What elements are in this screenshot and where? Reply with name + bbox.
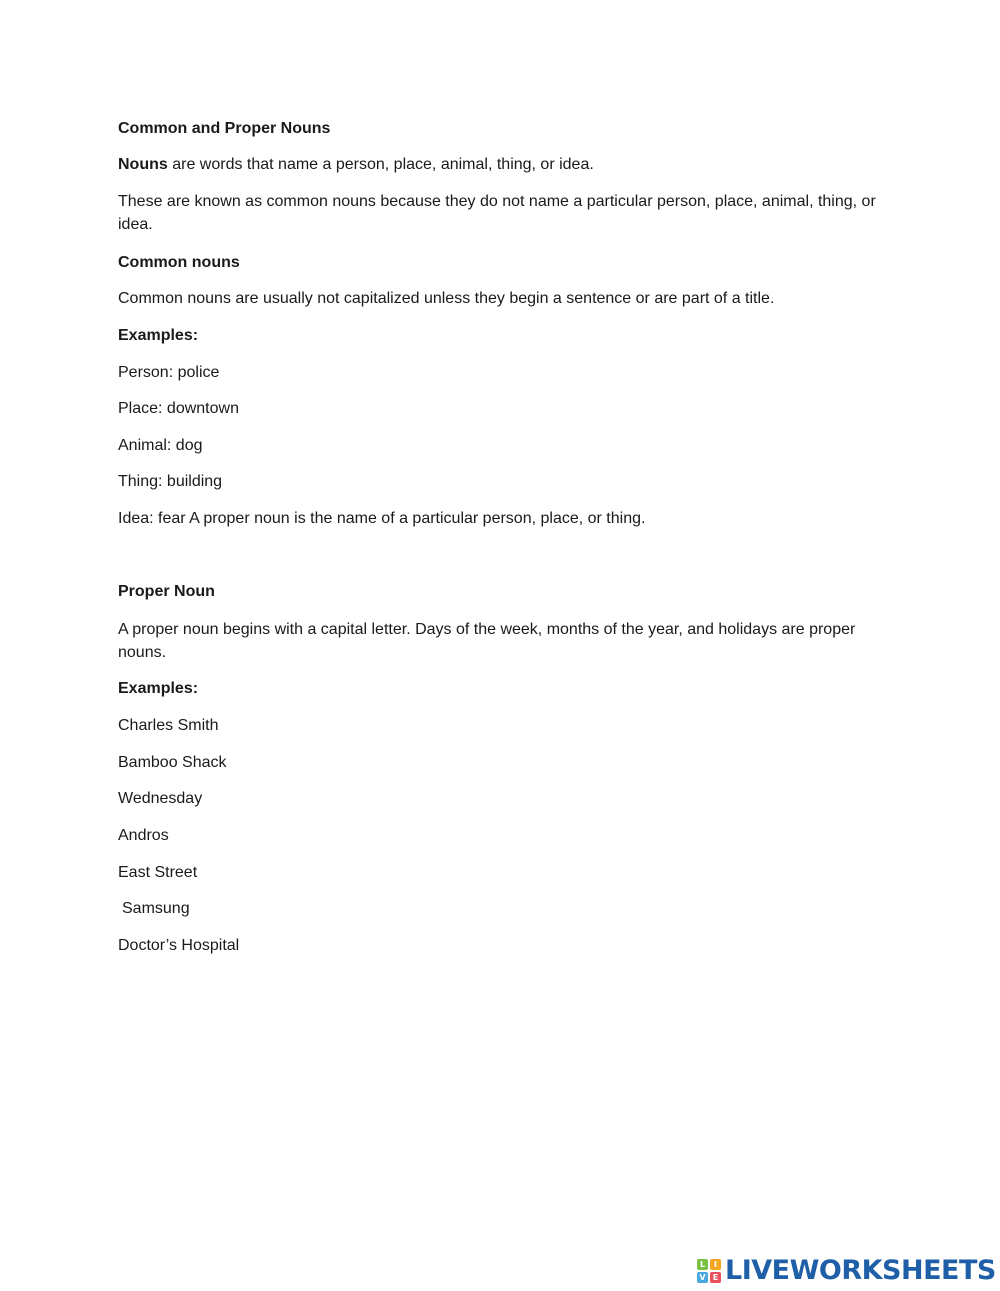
proper-noun-description: A proper noun begins with a capital letter. Days of the week, months of the year, and holidays are proper nouns. xyxy=(118,621,856,661)
proper-example-item: Samsung xyxy=(122,900,190,917)
proper-examples-heading: Examples: xyxy=(118,680,199,697)
logo-block: I xyxy=(710,1259,721,1270)
proper-example-item: Andros xyxy=(118,827,169,844)
proper-example-item: Wednesday xyxy=(118,790,203,807)
logo-block: V xyxy=(697,1272,708,1283)
common-example-item: Place: downtown xyxy=(118,400,239,417)
proper-example-item: Charles Smith xyxy=(118,717,219,734)
common-example-item: Idea: fear A proper noun is the name of a particular person, place, or thing. xyxy=(118,510,646,527)
liveworksheets-logo[interactable] xyxy=(697,1256,996,1286)
common-nouns-description: Common nouns are usually not capitalized unless they begin a sentence or are part of a title. xyxy=(118,290,775,307)
logo-blocks-icon xyxy=(697,1259,721,1283)
intro-rest: are words that name a person, place, animal, thing, or idea. xyxy=(167,156,594,173)
proper-example-item: Doctor’s Hospital xyxy=(118,937,240,954)
logo-text: LIVEWORKSHEETS xyxy=(725,1255,996,1286)
logo-block: L xyxy=(697,1259,708,1270)
common-explanation: These are known as common nouns because they do not name a particular person, place, animal, thing, or idea. xyxy=(118,193,876,233)
logo-block: E xyxy=(710,1272,721,1283)
common-examples-heading: Examples: xyxy=(118,327,199,344)
common-example-item: Thing: building xyxy=(118,473,223,490)
intro-bold-word: Nouns xyxy=(118,156,168,173)
common-nouns-heading: Common nouns xyxy=(118,254,240,271)
intro-sentence xyxy=(118,153,594,176)
page-title: Common and Proper Nouns xyxy=(118,120,331,137)
common-example-item: Animal: dog xyxy=(118,437,203,454)
common-example-item: Person: police xyxy=(118,364,220,381)
proper-noun-heading: Proper Noun xyxy=(118,583,215,600)
proper-example-item: Bamboo Shack xyxy=(118,754,227,771)
proper-example-item: East Street xyxy=(118,864,198,881)
